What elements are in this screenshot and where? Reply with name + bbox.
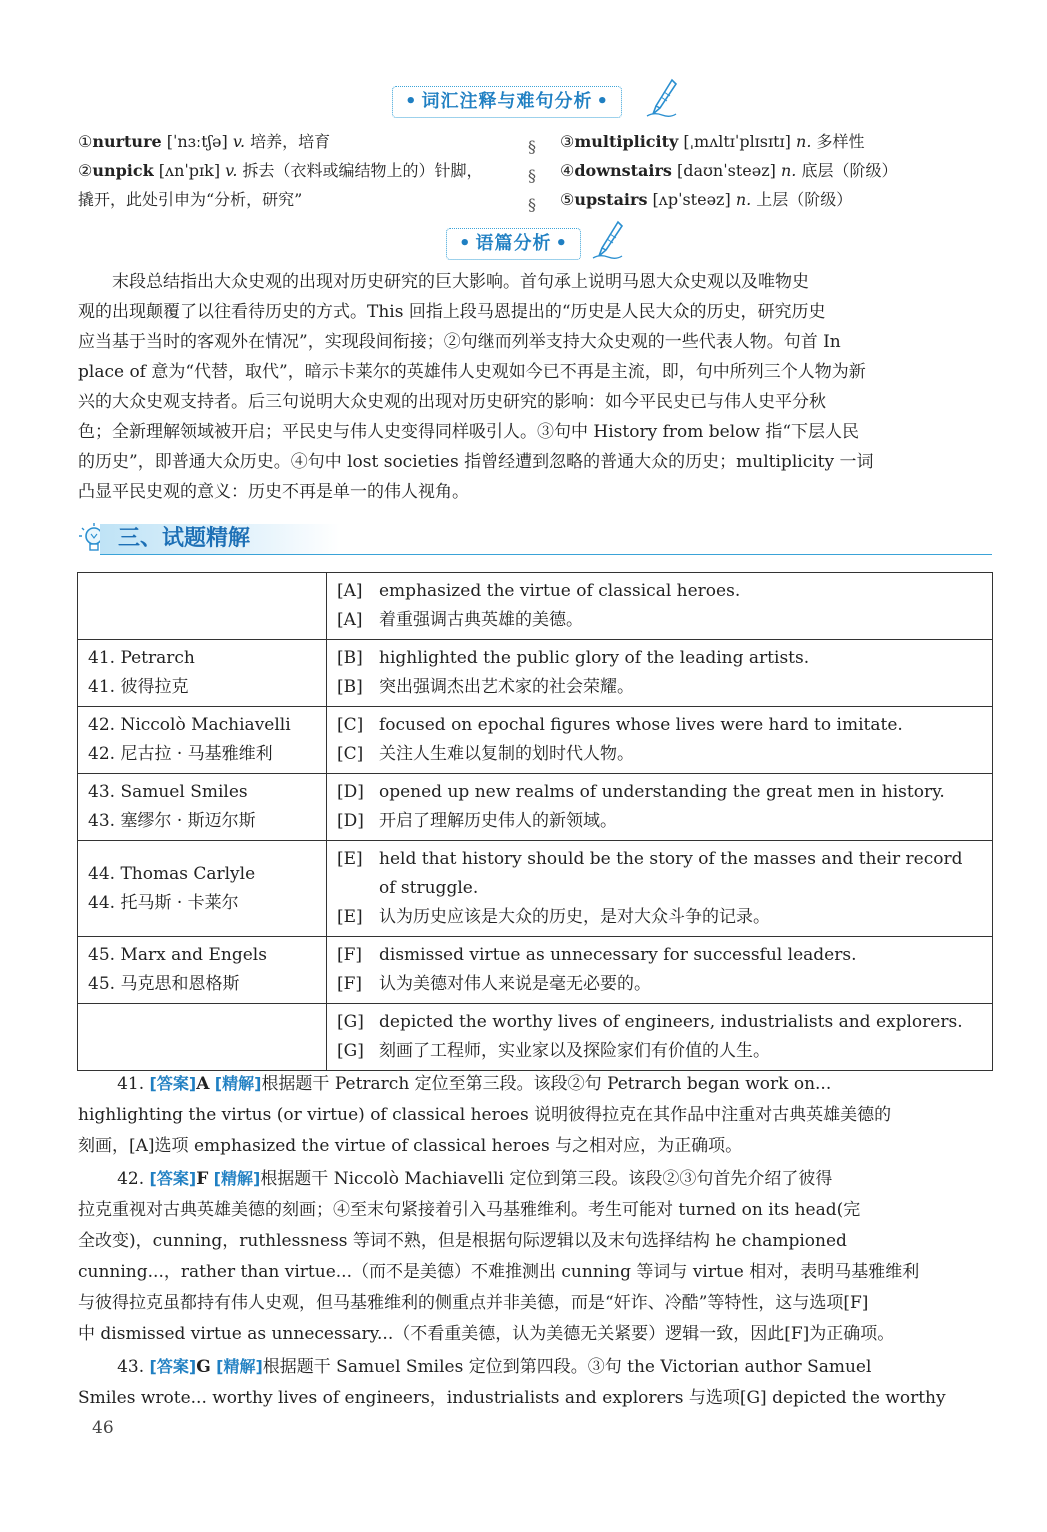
discourse-section-header: • 语篇分析 • (446, 228, 581, 260)
option-label: [E] (337, 849, 363, 869)
option-line-zh (337, 903, 982, 932)
answer-line: 中 dismissed virtue as unnecessary...（不看重美德，认为美德无关紧要）逻辑一致，因此[F]为正确项。 (78, 1324, 895, 1344)
option-text: held that history should be the story of the masses and their record of struggle. (379, 849, 963, 898)
vocab-entry: ③multiplicity [ˌmʌltɪˈplɪsɪtɪ] n. 多样性 (560, 132, 865, 151)
table-row (78, 1004, 993, 1071)
answer-line: 全改变)，cunning，ruthlessness 等词不熟，但是根据句际逻辑以及末句选择结构 he championed (78, 1231, 847, 1251)
option-text: 着重强调古典英雄的美德。 (379, 610, 583, 630)
vocab-entry-continuation: 撬开，此处引申为“分析，研究” (78, 190, 303, 209)
section-three-heading (78, 522, 992, 556)
question-cell (78, 573, 327, 640)
vocab-entry: ②unpick [ʌnˈpɪk] v. 拆去（衣料或编结物上的）针脚， (78, 161, 483, 180)
option-cell (327, 841, 993, 937)
answer-41 (78, 1068, 992, 1162)
question-cell (78, 937, 327, 1004)
answer-key: F (196, 1169, 209, 1189)
option-text: opened up new realms of understanding the great men in history. (379, 782, 945, 802)
answer-43 (78, 1351, 992, 1414)
question-label: 44. Thomas Carlyle (88, 863, 256, 884)
analysis-tag: [精解] (216, 1357, 263, 1376)
vocab-entry: ⑤upstairs [ʌpˈsteəz] n. 上层（阶级） (560, 190, 853, 209)
paragraph-line: 凸显平民史观的意义：历史不再是单一的伟人视角。 (78, 482, 469, 502)
column-divider: § § § (528, 137, 536, 214)
pen-icon (644, 78, 678, 118)
answer-tag: [答案] (149, 1169, 197, 1188)
question-cell (78, 841, 327, 937)
option-text: 认为美德对伟人来说是毫无必要的。 (379, 974, 651, 994)
analysis-tag: [精解] (213, 1169, 261, 1188)
vocab-left-column (78, 127, 528, 214)
discourse-paragraph (78, 267, 992, 507)
question-label: 44. 托马斯 · 卡莱尔 (88, 892, 239, 913)
option-cell (327, 937, 993, 1004)
question-cell (78, 640, 327, 707)
answer-line: 41. [答案]A [精解]根据题干 Petrarch 定位至第三段。该段②句 Petrarch began work on... (117, 1074, 832, 1094)
option-line-zh (337, 1037, 982, 1066)
option-line-zh (337, 606, 982, 635)
table-row (78, 841, 993, 937)
option-cell (327, 640, 993, 707)
option-label: [B] (337, 648, 363, 668)
vocab-entry: ①nurture [ˈnɜːtʃə] v. 培养，培育 (78, 132, 331, 151)
matching-table (77, 572, 993, 1071)
option-line-en (337, 778, 982, 807)
answer-key: A (196, 1074, 210, 1094)
option-label: [E] (337, 907, 363, 927)
option-line-zh (337, 673, 982, 702)
table-row (78, 573, 993, 640)
heading-rule (100, 554, 992, 555)
table-row (78, 937, 993, 1004)
option-label: [D] (337, 811, 364, 831)
option-text: 认为历史应该是大众的历史，是对大众斗争的记录。 (379, 907, 770, 927)
answer-tag: [答案] (149, 1074, 197, 1093)
question-label: 43. Samuel Smiles (88, 782, 248, 802)
answer-line: 与彼得拉克虽都持有伟人史观，但马基雅维利的侧重点并非美德，而是“奸诈、冷酷”等特性，这与选项[F] (78, 1293, 869, 1313)
question-label: 42. Niccolò Machiavelli (88, 715, 291, 735)
option-text: highlighted the public glory of the leading artists. (379, 648, 810, 668)
answer-key: G (196, 1357, 211, 1377)
answer-42 (78, 1163, 992, 1350)
pen-icon (590, 220, 624, 260)
answer-line: 刻画，[A]选项 emphasized the virtue of classical heroes 与之相对应，为正确项。 (78, 1136, 743, 1156)
option-label: [F] (337, 974, 363, 994)
option-text: 开启了理解历史伟人的新领域。 (379, 811, 617, 831)
option-line-en (337, 711, 982, 740)
option-text: focused on epochal figures whose lives were hard to imitate. (379, 715, 903, 735)
paragraph-line: 的历史”，即普通大众历史。④句中 lost societies 指曾经遭到忽略的普通大众的历史；multiplicity 一词 (78, 452, 874, 472)
option-cell (327, 573, 993, 640)
option-label: [G] (337, 1012, 364, 1032)
paragraph-line: 兴的大众史观支持者。后三句说明大众史观的出现对历史研究的影响：如今平民史已与伟人史平分秋 (78, 392, 826, 412)
question-label: 41. Petrarch (88, 648, 195, 668)
answer-line: 42. [答案]F [精解]根据题干 Niccolò Machiavelli 定位到第三段。该段②③句首先介绍了彼得 (117, 1169, 833, 1189)
answer-line: 拉克重视对古典英雄美德的刻画；④至末句紧接着引入马基雅维利。考生可能对 turned on its head(完 (78, 1200, 861, 1220)
answer-line: 43. [答案]G [精解]根据题干 Samuel Smiles 定位到第四段。③句 the Victorian author Samuel (117, 1357, 872, 1377)
table-row (78, 774, 993, 841)
option-label: [F] (337, 945, 363, 965)
option-line-zh (337, 807, 982, 836)
option-text: 关注人生难以复制的划时代人物。 (379, 744, 634, 764)
table-body (78, 573, 993, 1071)
option-line-zh (337, 740, 982, 769)
paragraph-line: 色；全新理解领域被开启；平民史与伟人史变得同样吸引人。③句中 History from below 指“下层人民 (78, 422, 860, 442)
paragraph-line: 末段总结指出大众史观的出现对历史研究的巨大影响。首句承上说明马恩大众史观以及唯物史 (112, 272, 809, 292)
option-cell (327, 1004, 993, 1071)
analysis-tag: [精解] (214, 1074, 262, 1093)
section-title: 三、试题精解 (118, 526, 251, 551)
bullet-dot: • (459, 233, 472, 254)
option-line-en (337, 577, 982, 606)
option-label: [A] (337, 610, 363, 630)
question-cell (78, 707, 327, 774)
bullet-dot: • (596, 91, 610, 112)
option-text: depicted the worthy lives of engineers, industrialists and explorers. (379, 1012, 963, 1032)
option-label: [C] (337, 744, 364, 764)
answer-line: Smiles wrote... worthy lives of engineers，industrialists and explorers 与选项[G] depicted the worthy (78, 1388, 946, 1408)
table-row (78, 707, 993, 774)
option-label: [A] (337, 581, 363, 601)
paragraph-line: 应当基于当时的客观外在情况”，实现段间衔接；②句继而列举支持大众史观的一些代表人物。句首 In (78, 332, 841, 352)
answer-line: cunning...，rather than virtue...（而不是美德）不难推测出 cunning 等词与 virtue 相对，表明马基雅维利 (78, 1262, 920, 1282)
bullet-dot: • (405, 91, 418, 112)
option-label: [C] (337, 715, 364, 735)
option-line-en (337, 845, 982, 903)
question-label: 42. 尼古拉 · 马基雅维利 (88, 744, 273, 764)
answer-line: highlighting the virtus (or virtue) of classical heroes 说明彼得拉克在其作品中注重对古典英雄美德的 (78, 1105, 892, 1125)
question-label: 41. 彼得拉克 (88, 677, 189, 697)
vocab-right-column (560, 127, 990, 214)
option-cell (327, 774, 993, 841)
bullet-dot: • (555, 233, 569, 254)
question-label: 45. 马克思和恩格斯 (88, 974, 240, 994)
option-text: dismissed virtue as unnecessary for successful leaders. (379, 945, 857, 965)
option-label: [G] (337, 1041, 364, 1061)
table-row (78, 640, 993, 707)
option-text: 刻画了工程师，实业家以及探险家们有价值的人生。 (379, 1041, 770, 1061)
question-cell (78, 774, 327, 841)
paragraph-line: 观的出现颠覆了以往看待历史的方式。This 回指上段马恩提出的“历史是人民大众的历史，研究历史 (78, 302, 826, 322)
option-label: [B] (337, 677, 363, 697)
vocab-section-header: • 词汇注释与难句分析 • (392, 86, 622, 118)
answer-tag: [答案] (149, 1357, 197, 1376)
option-line-en (337, 941, 982, 970)
option-label: [D] (337, 782, 364, 802)
question-label: 43. 塞缪尔 · 斯迈尔斯 (88, 811, 256, 831)
question-cell (78, 1004, 327, 1071)
question-label: 45. Marx and Engels (88, 945, 267, 965)
vocab-entry: ④downstairs [daʊnˈsteəz] n. 底层（阶级） (560, 161, 898, 180)
option-text: emphasized the virtue of classical heroes. (379, 581, 741, 601)
option-cell (327, 707, 993, 774)
page-number: 46 (92, 1418, 114, 1438)
option-line-zh (337, 970, 982, 999)
paragraph-line: place of 意为“代替，取代”，暗示卡莱尔的英雄伟人史观如今已不再是主流，即，句中所列三个人物为新 (78, 362, 866, 382)
option-line-en (337, 644, 982, 673)
option-text: 突出强调杰出艺术家的社会荣耀。 (379, 677, 634, 697)
option-line-en (337, 1008, 982, 1037)
